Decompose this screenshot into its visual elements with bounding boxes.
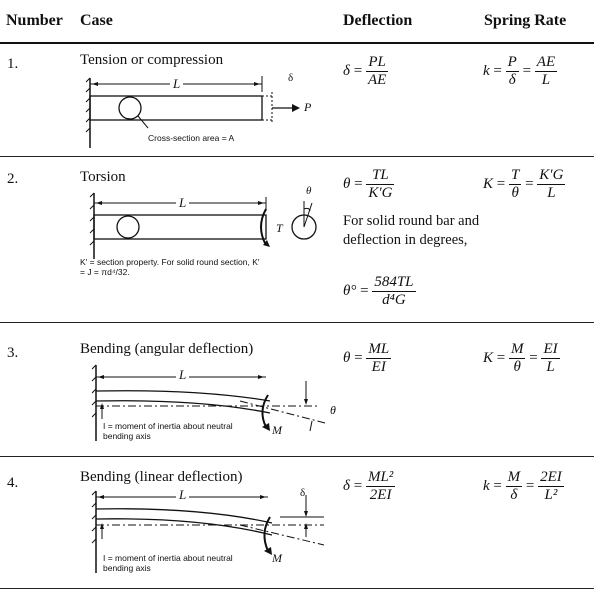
case-title: Tension or compression [80, 52, 224, 68]
case-title: Bending (linear deflection) [80, 469, 243, 485]
dim-delta: δ [288, 72, 294, 84]
spring-rate-eq: K = $\frac{M}{\theta}$ = $\frac{EI}{L}$ [483, 341, 558, 375]
deflection-eq: δ = $\frac{PL}{AE}$ [343, 54, 387, 88]
deflection-degrees-eq: θ° = $\frac{584TL}{\text{d⁴G}}$ [343, 274, 414, 308]
table-header [0, 0, 594, 44]
diagram-note: Cross-section area = A [148, 133, 235, 143]
spring-rate-eq: k = $\frac{P}{\delta}$ = $\frac{AE}{L}$ [483, 54, 556, 88]
row-number: 2. [7, 171, 19, 187]
row-number: 1. [7, 56, 19, 72]
row-divider [0, 588, 594, 589]
case-title: Torsion [80, 169, 126, 185]
torsion-diagram [60, 187, 340, 267]
case-title: Bending (angular deflection) [80, 341, 254, 357]
header-spring-rate: Spring Rate [484, 12, 567, 29]
dim-length: L [176, 367, 189, 383]
angular-bending-diagram [80, 361, 340, 456]
deflection-eq: δ = $\frac{\text{ML²}}{2EI}$ [343, 469, 394, 503]
angle-label: θ [306, 185, 312, 197]
header-deflection: Deflection [343, 12, 413, 29]
dim-length: L [170, 76, 183, 92]
load-label: M [272, 551, 282, 565]
deflection-eq: θ = $\frac{TL}{K'G}$ [343, 167, 393, 201]
deflection-eq: θ = $\frac{ML}{EI}$ [343, 341, 390, 375]
header-case: Case [80, 12, 113, 29]
spring-rate-eq: k = $\frac{M}{\delta}$ = $\frac{2EI}{\text{L²}}$ [483, 469, 562, 503]
load-label: P [304, 100, 312, 114]
dim-delta: δ [300, 487, 306, 499]
dim-length: L [176, 487, 189, 503]
load-label: M [272, 423, 282, 437]
table-row [0, 157, 594, 322]
header-number: Number [6, 12, 63, 29]
load-label: T [276, 221, 283, 235]
diagram-note: I = moment of inertia about neutral bending axis [103, 421, 233, 441]
spring-rate-eq: K = $\frac{T}{\theta}$ = $\frac{K'G}{L}$ [483, 167, 564, 201]
deflection-note: For solid round bar and deflection in degrees, [343, 213, 480, 248]
row-number: 4. [7, 475, 19, 491]
dim-length: L [176, 195, 189, 211]
table-row [0, 44, 594, 154]
angle-label: θ [330, 403, 336, 417]
diagram-note: K′ = section property. For solid round section, K′ = J = πd⁴/32. [80, 257, 260, 277]
table-row [0, 323, 594, 456]
table-row [0, 457, 594, 590]
row-number: 3. [7, 345, 19, 361]
diagram-note: I = moment of inertia about neutral bending axis [103, 553, 233, 573]
